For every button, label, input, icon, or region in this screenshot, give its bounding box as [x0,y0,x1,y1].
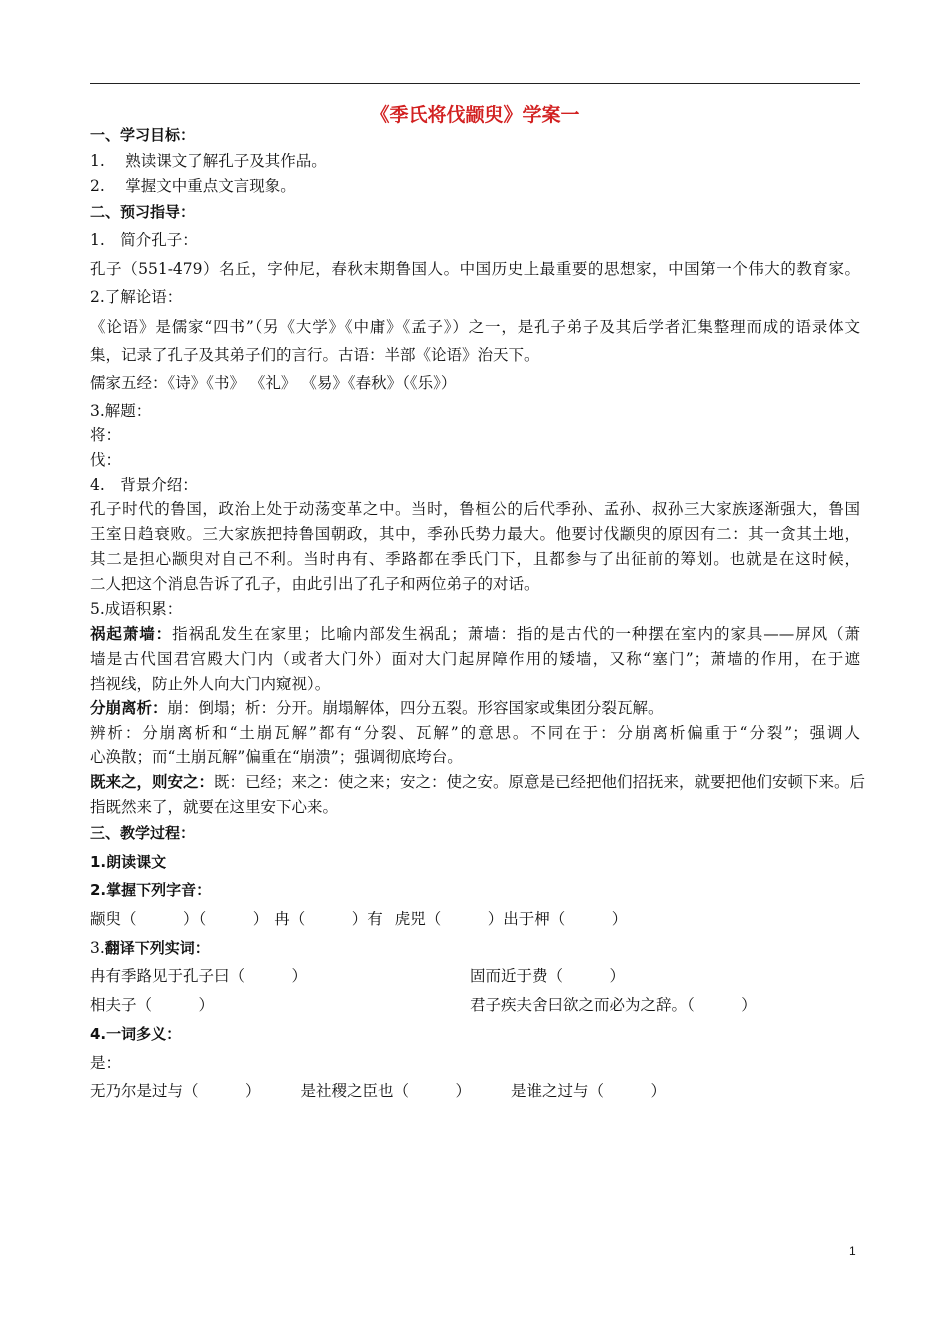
pronunciation-item: 虎兕（ ）出于柙（ ） [394,910,628,928]
idiom-3-definition: 既：已经；来之：使之来；安之：使之安。原意是已经把他们招抚来，就要把他们安顿下来。后 [214,773,866,791]
fa-label: 伐： [90,451,122,469]
translate-left-2: 相夫子（ ） [90,996,215,1014]
idiom-1-definition: 指祸乱发生在家里；比喻内部发生祸乱；萧墙：指的是古代的一种摆在室内的家具——屏风（萧 [172,625,860,643]
page-number: 1 [849,1244,856,1258]
idiom-1-line-1 [90,623,860,645]
idioms-label: 5.成语积累： [90,600,183,618]
background-line-2: 王室日趋衰败。三大家族把持鲁国朝政，其中，季孙氏势力最大。他要讨伐颛臾的原因有二：其一贪其土地， [90,525,860,543]
step-4: 4.一词多义： [90,1025,182,1043]
idiom-2-term: 分崩离析： [90,699,168,717]
idiom-1-line-2: 墙是古代国君宫殿大门内（或者大门外）面对大门起屏障作用的矮墙，又称“塞门”；萧墙的作用，在于遮 [90,650,860,668]
section-1-heading: 一、学习目标： [90,126,196,144]
section-3-heading: 三、教学过程： [90,824,196,842]
shi-item: 是谁之过与（ ） [511,1082,667,1100]
background-line-1: 孔子时代的鲁国，政治上处于动荡变革之中。当时，鲁桓公的后代季孙、孟孙、叔孙三大家族逐渐强大，鲁国 [90,500,860,518]
pronunciation-item: 冉（ ）有 [274,910,383,928]
step-1: 1.朗读课文 [90,853,167,871]
shi-label: 是： [90,1054,122,1072]
page-title: 《季氏将伐颛臾》学案一 [370,104,580,126]
background-line-3: 其二是担心颛臾对自己不利。当时冉有、季路都在季氏门下，且都参与了出征前的筹划。也就是在这时候， [90,550,860,568]
lunyu-line-1: 《论语》是儒家“四书”（另《大学》《中庸》《孟子》）之一，是孔子弟子及其后学者汇集整理而成的语录体文 [90,318,860,336]
shi-item: 无乃尔是过与（ ） [90,1082,261,1100]
pronunciation-row [90,908,860,930]
background-label: 4. 背景介绍： [90,476,198,494]
five-classics: 儒家五经：《诗》《书》 《礼》 《易》《春秋》（《乐》） [90,374,457,392]
idiom-3-line-1 [90,771,866,793]
header-rule [90,83,860,84]
translate-right-2: 君子疾夫舍曰欲之而必为之辞。（ ） [470,996,757,1014]
section-2-heading: 二、预习指导： [90,203,196,221]
confucius-text: 孔子（551-479）名丘，字仲尼，春秋末期鲁国人。中国历史上最重要的思想家，中国第一个伟大的教育家。 [90,260,860,278]
jiang-label: 将： [90,426,122,444]
idiom-1-line-3: 挡视线，防止外人向大门内窥视）。 [90,675,331,693]
translate-right-1: 固而近于费（ ） [470,967,626,985]
step-3-number: 3. [90,939,105,957]
lunyu-line-2: 集，记录了孔子及其弟子们的言行。古语：半部《论语》治天下。 [90,346,540,364]
idiom-2-definition: 崩：倒塌；析：分开。崩塌解体，四分五裂。形容国家或集团分裂瓦解。 [167,699,664,717]
idiom-3-term: 既来之，则安之： [90,773,215,791]
bianxi-line-1: 辨析：分崩离析和“土崩瓦解”都有“分裂、瓦解”的意思。不同在于：分崩离析偏重于“分裂”；强调人 [90,724,860,742]
step-3 [90,937,860,959]
background-line-4: 二人把这个消息告诉了孔子，由此引出了孔子和两位弟子的对话。 [90,575,540,593]
shi-row [90,1080,860,1102]
pronunciation-item: 颛臾（ ）（ ） [90,910,269,928]
shi-item: 是社稷之臣也（ ） [300,1082,472,1100]
confucius-label: 1. 简介孔子： [90,231,198,249]
idiom-2 [90,697,860,719]
lunyu-label: 2.了解论语： [90,288,183,306]
goal-item-2: 2. 掌握文中重点文言现象。 [90,177,296,195]
step-2: 2.掌握下列字音： [90,881,212,899]
bianxi-line-2: 心涣散；而“土崩瓦解”偏重在“崩溃”；强调彻底垮台。 [90,748,463,766]
idiom-3-line-2: 指既然来了，就要在这里安下心来。 [90,798,339,816]
title-explain-label: 3.解题： [90,402,152,420]
translate-left-1: 冉有季路见于孔子曰（ ） [90,967,308,985]
step-3-label: 翻译下列实词： [104,939,210,957]
idiom-1-term: 祸起萧墙： [90,625,173,643]
goal-item-1: 1. 熟读课文了解孔子及其作品。 [90,152,327,170]
